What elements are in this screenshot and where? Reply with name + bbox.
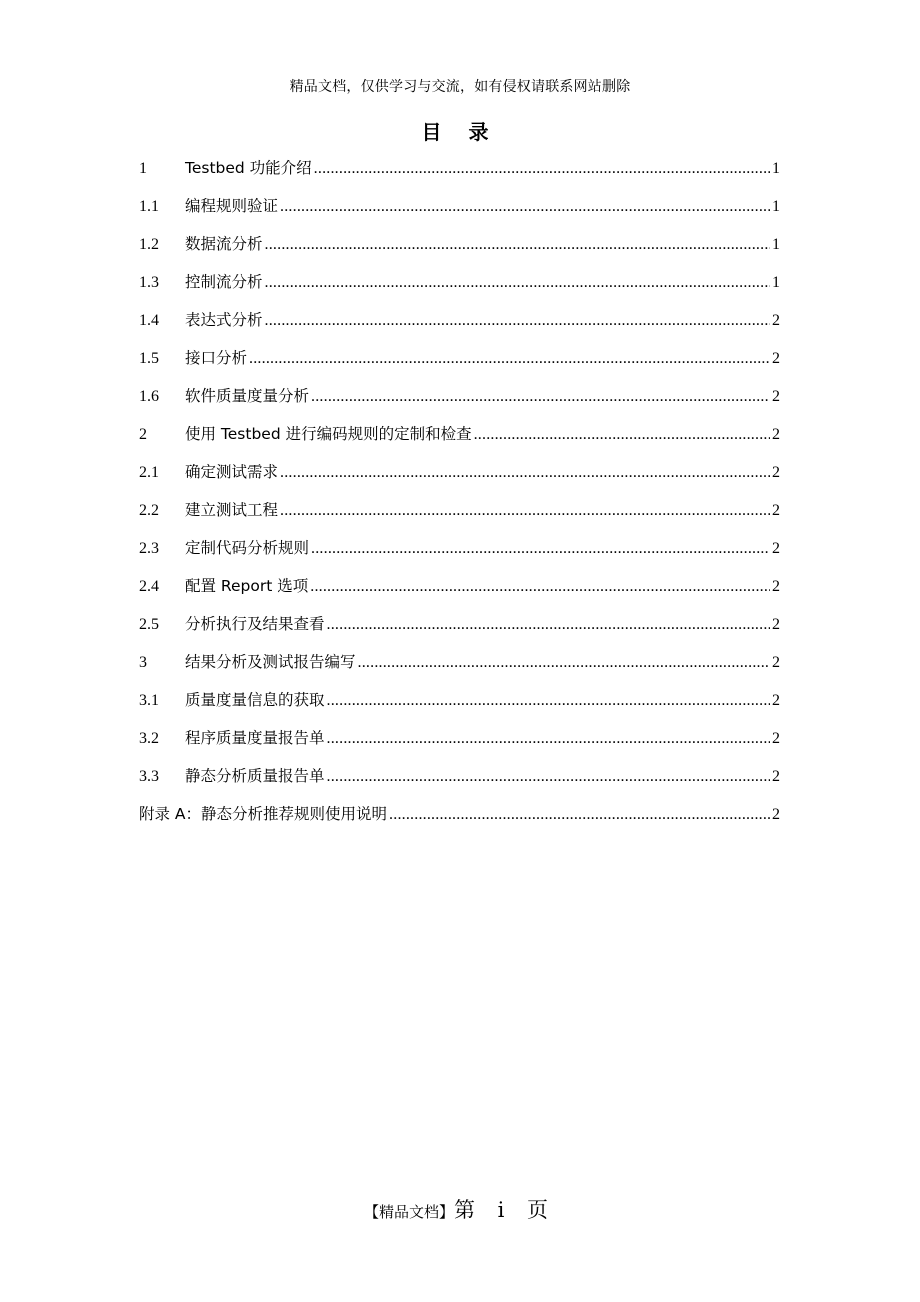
toc-entry[interactable] [139,307,780,345]
toc-entry-number: 1.6 [139,388,159,405]
toc-entry[interactable] [139,497,780,535]
toc-entry-page: 2 [772,388,780,405]
toc-entry-page: 2 [772,768,780,785]
toc-dot-leader [265,270,770,296]
toc-dot-leader [474,422,770,448]
toc-dot-leader [280,460,770,486]
toc-entry-title: 分析执行及结果查看 [185,615,325,633]
toc-entry-page: 1 [772,236,780,253]
footer-page-number: 第 i 页 [453,1198,557,1222]
toc-entry-page: 1 [772,274,780,291]
toc-entry-page: 2 [772,654,780,671]
toc-entry[interactable] [139,231,780,269]
toc-entry-title: 质量度量信息的获取 [185,691,325,709]
toc-entry[interactable] [139,535,780,573]
toc-dot-leader [327,612,770,638]
toc-entry-number: 2.4 [139,578,159,595]
toc-entry-title: 确定测试需求 [185,463,279,481]
toc-entry-title: 使用 Testbed 进行编码规则的定制和检查 [185,425,472,443]
toc-dot-leader [389,802,770,828]
toc-entry-page: 2 [772,692,780,709]
footer-tag: 【精品文档】 [363,1203,454,1221]
toc-entry-page: 2 [772,540,780,557]
toc-entry-title: 软件质量度量分析 [185,387,310,405]
toc-entry-number: 1.2 [139,236,159,253]
toc-entry[interactable] [139,193,780,231]
toc-entry-page: 2 [772,578,780,595]
toc-entry-number: 2.2 [139,502,159,519]
toc-entry-page: 2 [772,350,780,367]
toc-entry[interactable] [139,649,780,687]
toc-dot-leader [265,232,770,258]
toc-entry-title: 结果分析及测试报告编写 [185,653,356,671]
toc-entry-number: 1 [139,160,147,177]
table-of-contents [139,155,780,839]
toc-entry[interactable] [139,155,780,193]
toc-dot-leader [358,650,770,676]
toc-entry-page: 2 [772,426,780,443]
page-footer [0,1194,920,1228]
toc-dot-leader [280,498,770,524]
toc-entry-title: 建立测试工程 [185,501,279,519]
toc-entry-appendix[interactable] [139,801,780,839]
toc-entry-number: 1.4 [139,312,159,329]
toc-dot-leader [311,384,770,410]
toc-entry[interactable] [139,725,780,763]
toc-entry-title: 程序质量度量报告单 [185,729,325,747]
toc-entry-page: 2 [772,502,780,519]
toc-dot-leader [327,764,770,790]
toc-entry-number: 3.3 [139,768,159,785]
toc-entry[interactable] [139,611,780,649]
toc-title: 目 录 [421,120,499,144]
toc-dot-leader [327,726,770,752]
toc-entry-page: 1 [772,160,780,177]
toc-entry-title: 附录 A：静态分析推荐规则使用说明 [139,805,388,823]
toc-entry-number: 1.3 [139,274,159,291]
toc-entry-page: 2 [772,730,780,747]
toc-entry[interactable] [139,383,780,421]
toc-entry[interactable] [139,459,780,497]
toc-entry-number: 2.1 [139,464,159,481]
toc-entry-page: 2 [772,464,780,481]
toc-entry-number: 2 [139,426,147,443]
toc-entry-title: Testbed 功能介绍 [185,159,312,177]
toc-entry-title: 编程规则验证 [185,197,279,215]
toc-entry-number: 2.3 [139,540,159,557]
toc-entry-title: 定制代码分析规则 [185,539,310,557]
toc-entry-number: 3 [139,654,147,671]
toc-entry[interactable] [139,345,780,383]
toc-dot-leader [327,688,770,714]
toc-entry[interactable] [139,573,780,611]
toc-entry-number: 1.1 [139,198,159,215]
toc-entry-page: 1 [772,198,780,215]
toc-entry-title: 配置 Report 选项 [185,577,309,595]
toc-entry-number: 2.5 [139,616,159,633]
toc-dot-leader [314,156,770,182]
toc-dot-leader [280,194,770,220]
toc-entry[interactable] [139,687,780,725]
toc-entry[interactable] [139,269,780,307]
toc-dot-leader [311,536,770,562]
toc-entry-title: 数据流分析 [185,235,263,253]
toc-entry-title: 接口分析 [185,349,248,367]
toc-entry-number: 3.2 [139,730,159,747]
toc-entry-title: 控制流分析 [185,273,263,291]
toc-dot-leader [310,574,770,600]
toc-entry[interactable] [139,763,780,801]
toc-entry-title: 表达式分析 [185,311,263,329]
toc-dot-leader [265,308,770,334]
toc-entry-title: 静态分析质量报告单 [185,767,325,785]
toc-entry-page: 2 [772,616,780,633]
toc-entry-page: 2 [772,806,780,823]
toc-entry-page: 2 [772,312,780,329]
header-note: 精品文档，仅供学习与交流，如有侵权请联系网站删除 [289,79,631,95]
toc-entry[interactable] [139,421,780,459]
toc-entry-number: 3.1 [139,692,159,709]
toc-entry-number: 1.5 [139,350,159,367]
toc-dot-leader [249,346,770,372]
